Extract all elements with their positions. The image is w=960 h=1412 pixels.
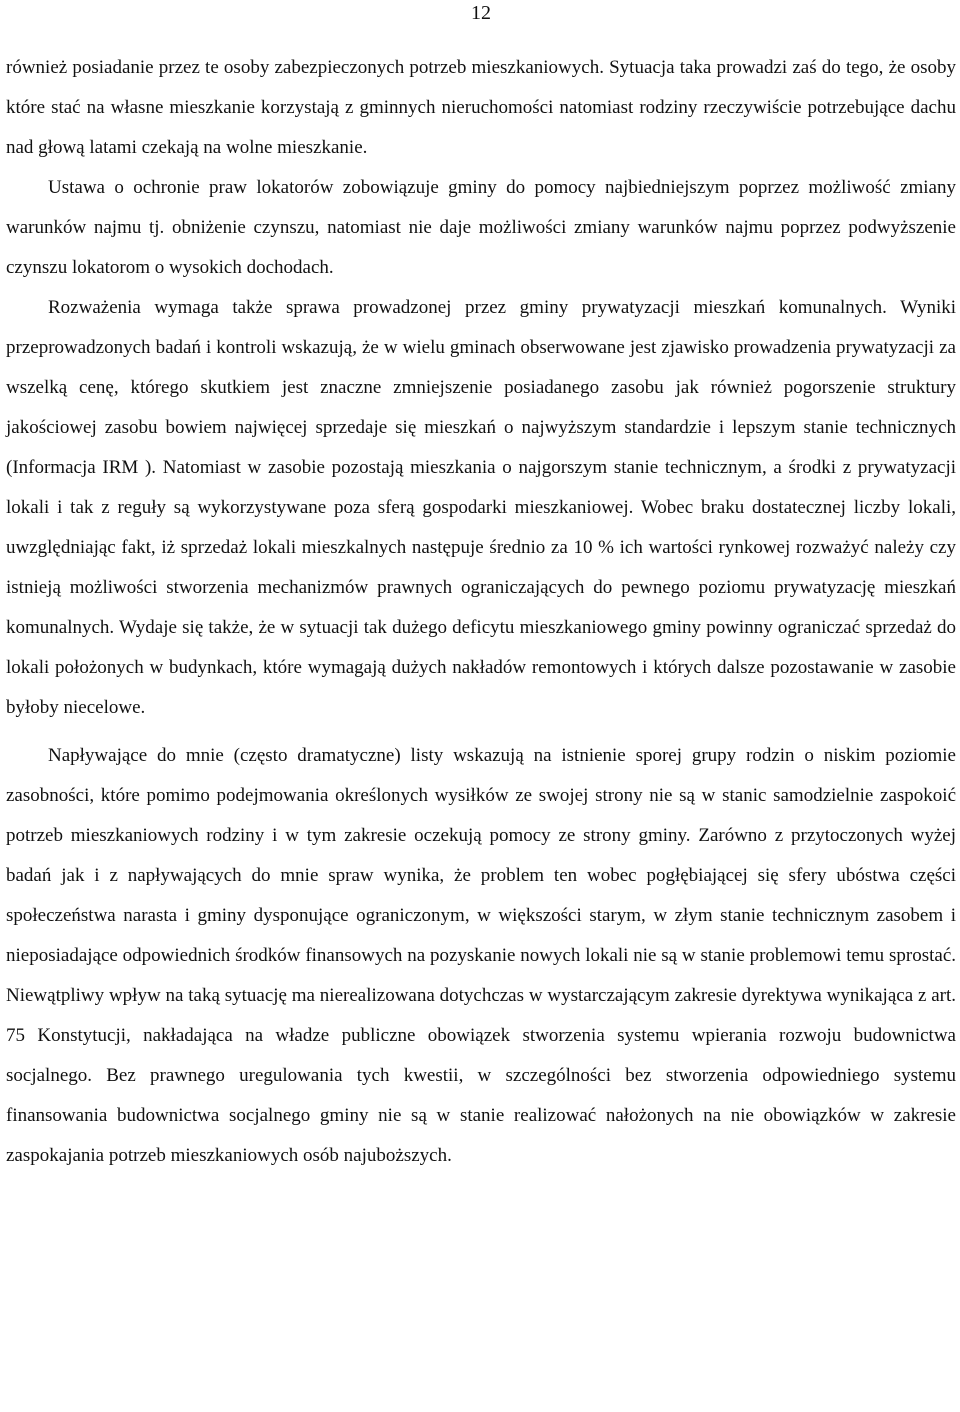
paragraph-social-housing: Napływające do mnie (często dramatyczne) listy wskazują na istnienie sporej grupy rodzin o niskim poziomie zasobności, które pomimo podejmowania określonych wysiłków ze swojej strony nie są w stanic samodzielnie zaspokoić potrzeb mieszkaniowych rodziny i w tym zakresie oczekują pomocy ze strony gminy. Zarówno z przytoczonych wyżej badań jak i z napływających do mnie spraw wynika, że problem ten wobec pogłębiającej się sfery ubóstwa części społeczeństwa narasta i gminy dysponujące ograniczonym, w większości starym, w złym stanie technicznym zasobem i nieposiadające odpowiednich środków finansowych na pozyskanie nowych lokali nie są w stanie problemowi temu sprostać. Niewątpliwy wpływ na taką sytuację ma nierealizowana dotychczas w wystarczającym zakresie dyrektywa wynikająca z art. 75 Konstytucji, nakładająca na władze publiczne obowiązek stworzenia systemu wpierania rozwoju budownictwa socjalnego. Bez prawnego uregulowania tych kwestii, w szczególności bez stworzenia odpowiedniego systemu finansowania budownictwa socjalnego gminy nie są w stanie realizować nałożonych na nie obowiązków w zakresie zaspokajania potrzeb mieszkaniowych osób najuboższych. [6, 745, 956, 1166]
paragraph-privatization: Rozważenia wymaga także sprawa prowadzonej przez gminy prywatyzacji mieszkań komunalnych. Wyniki przeprowadzonych badań i kontroli wskazują, że w wielu gminach obserwowane jest zjawisko prowadzenia prywatyzacji za wszelką cenę, którego skutkiem jest znaczne zmniejszenie posiadanego zasobu jak również pogorszenie struktury jakościowej zasobu bowiem najwięcej sprzedaje się mieszkań o najwyższym standardzie i lepszym stanie technicznych (Informacja IRM ). Natomiast w zasobie pozostają mieszkania o najgorszym stanie technicznym, a środki z prywatyzacji lokali i tak z reguły są wykorzystywane poza sferą gospodarki mieszkaniowej. Wobec braku dostatecznej liczby lokali, uwzględniając fakt, iż sprzedaż lokali mieszkalnych następuje średnio za 10 % ich wartości rynkowej rozważyć należy czy istnieją możliwości stworzenia mechanizmów prawnych ograniczających do pewnego poziomu prywatyzację mieszkań komunalnych. Wydaje się także, że w sytuacji tak dużego deficytu mieszkaniowego gminy powinny ograniczać sprzedaż do lokali położonych w budynkach, które wymagają dużych nakładów remontowych i których dalsze pozostawanie w zasobie byłoby niecelowe. [6, 297, 956, 718]
page-number: 12 [471, 2, 491, 24]
paragraph-continuation: również posiadanie przez te osoby zabezpieczonych potrzeb mieszkaniowych. Sytuacja taka prowadzi zaś do tego, że osoby które stać na własne mieszkanie korzystają z gminnych nieruchomości natomiast rodziny rzeczywiście potrzebujące dachu nad głową latami czekają na wolne mieszkanie. [6, 57, 956, 158]
paragraph-tenant-protection: Ustawa o ochronie praw lokatorów zobowiązuje gminy do pomocy najbiedniejszym poprzez możliwość zmiany warunków najmu tj. obniżenie czynszu, natomiast nie daje możliwości zmiany warunków najmu poprzez podwyższenie czynszu lokatorom o wysokich dochodach. [6, 177, 956, 278]
document-body [6, 48, 956, 1176]
